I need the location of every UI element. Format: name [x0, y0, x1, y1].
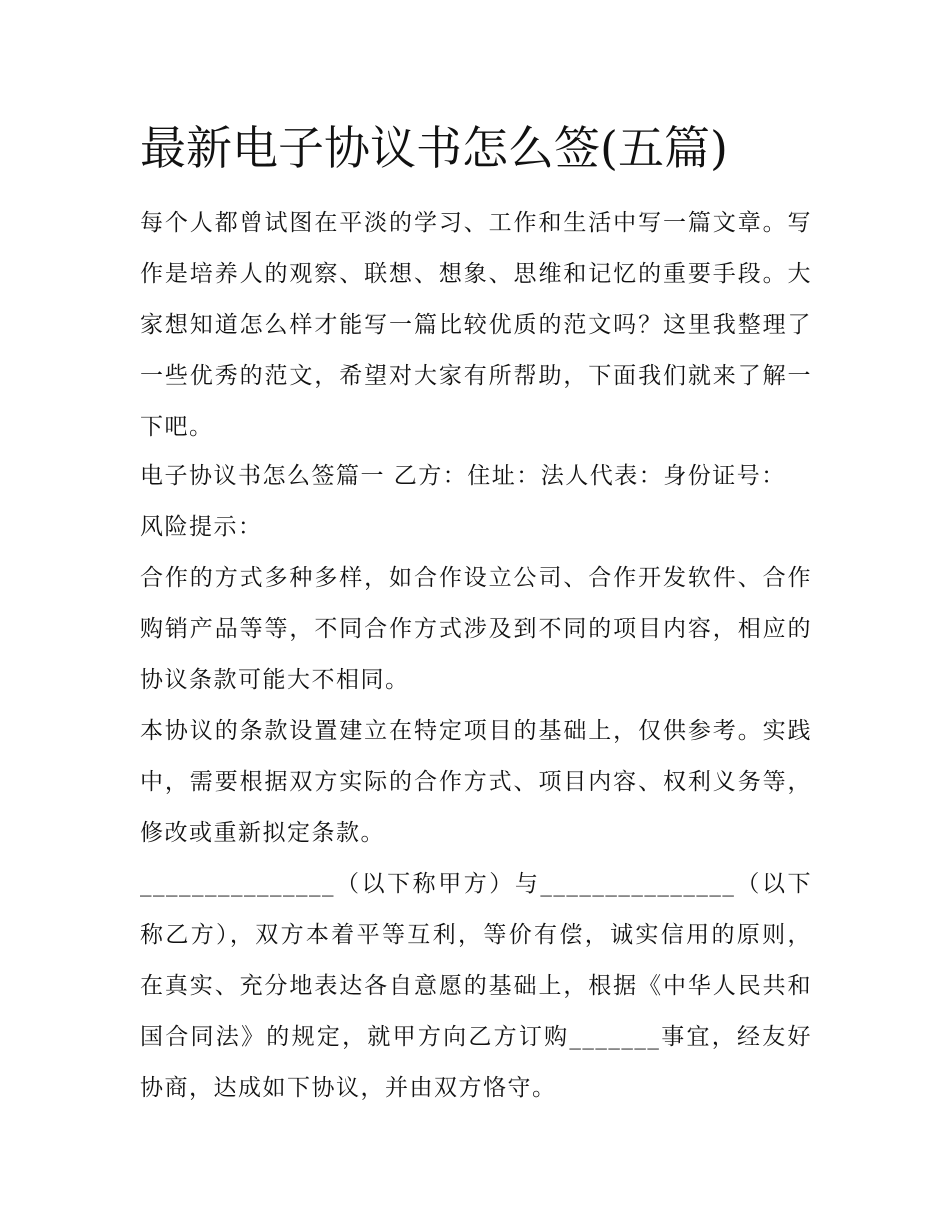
risk-notice-paragraph-1: 合作的方式多种多样，如合作设立公司、合作开发软件、合作购销产品等等，不同合作方式涉及到不同的项目内容，相应的协议条款可能大不相同。 [140, 565, 812, 693]
risk-notice-paragraph-2: 本协议的条款设置建立在特定项目的基础上，仅供参考。实践中，需要根据双方实际的合作方式、项目内容、权利义务等，修改或重新拟定条款。 [140, 718, 812, 846]
document-title: 最新电子协议书怎么签(五篇) [140, 121, 728, 175]
risk-notice-heading: 风险提示： [140, 514, 263, 540]
agreement-header-paragraph: 电子协议书怎么签篇一 乙方：住址：法人代表：身份证号： [140, 463, 786, 489]
intro-paragraph: 每个人都曾试图在平淡的学习、工作和生活中写一篇文章。写作是培养人的观察、联想、想象、思维和记忆的重要手段。大家想知道怎么样才能写一篇比较优质的范文吗？这里我整理了一些优秀的范文，希望对大家有所帮助，下面我们就来了解一下吧。 [140, 210, 812, 440]
agreement-preamble-paragraph: _______________（以下称甲方）与_______________（以下称乙方），双方本着平等互利，等价有偿，诚实信用的原则，在真实、充分地表达各自意愿的基础上，根据《中华人民共和国合同法》的规定，就甲方向乙方订购_______事宜，经友好协商，达成如下协议，并由双方恪守。 [140, 871, 812, 1101]
